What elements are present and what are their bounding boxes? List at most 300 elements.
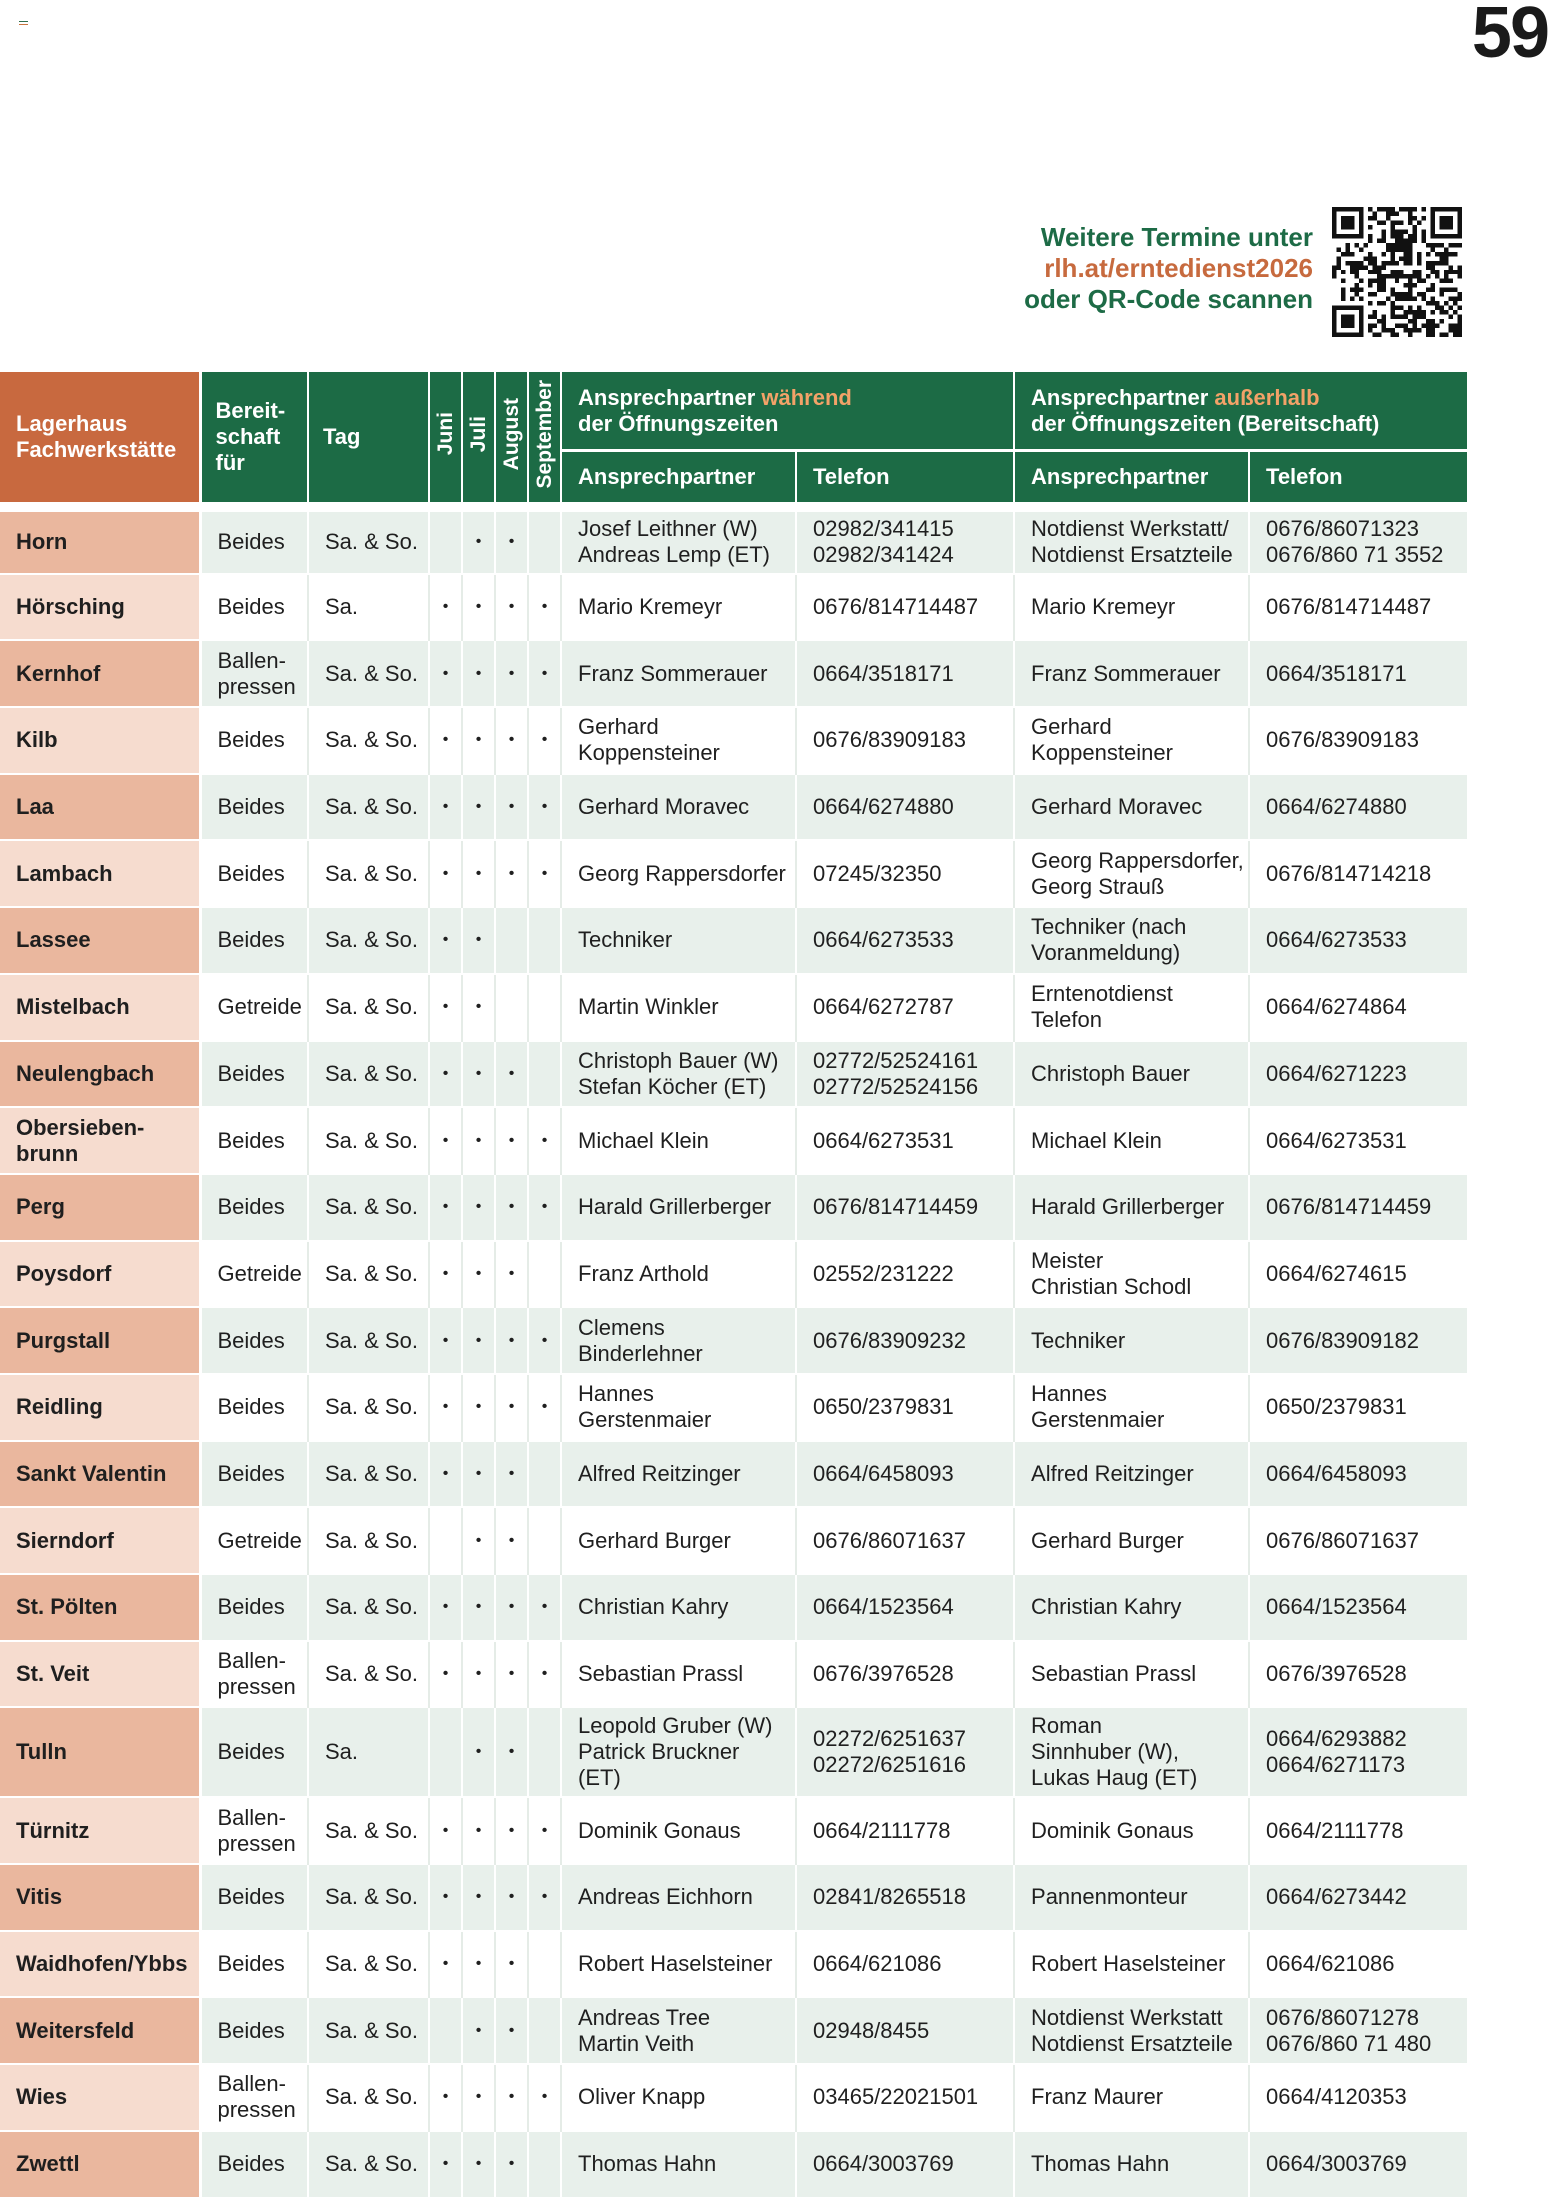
month-september-cell bbox=[528, 907, 561, 974]
phone-outside-cell: 0664/6274615 bbox=[1249, 1241, 1467, 1308]
location-cell: Türnitz bbox=[0, 1797, 200, 1864]
bereitschaft-cell: Beides bbox=[200, 1307, 308, 1374]
phone-outside-cell: 0664/6274864 bbox=[1249, 974, 1467, 1041]
month-august-cell: • bbox=[495, 2064, 528, 2131]
location-cell: Sankt Valentin bbox=[0, 1441, 200, 1508]
month-juli-cell: • bbox=[462, 907, 495, 974]
month-juli-cell: • bbox=[462, 1441, 495, 1508]
tag-cell: Sa. & So. bbox=[308, 1931, 429, 1998]
month-august-cell bbox=[495, 974, 528, 1041]
month-juni-cell bbox=[429, 1507, 462, 1574]
contact-cell: Gerhard Koppensteiner bbox=[561, 707, 796, 774]
month-juli-cell: • bbox=[462, 1641, 495, 1708]
location-cell: Purgstall bbox=[0, 1307, 200, 1374]
bereitschaft-cell: Beides bbox=[200, 1707, 308, 1797]
month-juni-cell: • bbox=[429, 2131, 462, 2198]
location-cell: Tulln bbox=[0, 1707, 200, 1797]
location-cell: Waidhofen/Ybbs bbox=[0, 1931, 200, 1998]
month-juli-cell: • bbox=[462, 1374, 495, 1441]
contact-outside-cell: Christian Kahry bbox=[1014, 1574, 1249, 1641]
tag-cell: Sa. & So. bbox=[308, 907, 429, 974]
month-juni-cell bbox=[429, 507, 462, 574]
harvest-service-table bbox=[0, 372, 1467, 2199]
phone-outside-cell: 0676/814714459 bbox=[1249, 1174, 1467, 1241]
month-september-cell: • bbox=[528, 1174, 561, 1241]
header-bereitschaft: Bereit-schaft für bbox=[200, 372, 308, 507]
contact-outside-cell: Erntenotdienst Telefon bbox=[1014, 974, 1249, 1041]
tag-cell: Sa. & So. bbox=[308, 1641, 429, 1708]
month-august-cell: • bbox=[495, 1707, 528, 1797]
phone-cell: 0664/1523564 bbox=[796, 1574, 1014, 1641]
month-juli-cell: • bbox=[462, 774, 495, 841]
header-contact-outside: Ansprechpartner bbox=[1014, 450, 1249, 507]
header-month-juli: Juli bbox=[462, 372, 495, 507]
month-august-cell: • bbox=[495, 507, 528, 574]
contact-cell: Alfred Reitzinger bbox=[561, 1441, 796, 1508]
phone-cell: 0664/2111778 bbox=[796, 1797, 1014, 1864]
location-cell: Lambach bbox=[0, 840, 200, 907]
bereitschaft-cell: Beides bbox=[200, 840, 308, 907]
phone-cell: 0664/6272787 bbox=[796, 974, 1014, 1041]
table-row bbox=[0, 1374, 1467, 1441]
month-juni-cell: • bbox=[429, 1041, 462, 1108]
month-juli-cell: • bbox=[462, 1707, 495, 1797]
contact-outside-cell: Franz Maurer bbox=[1014, 2064, 1249, 2131]
bereitschaft-cell: Beides bbox=[200, 1041, 308, 1108]
header-tag: Tag bbox=[308, 372, 429, 507]
phone-outside-cell: 0676/86071637 bbox=[1249, 1507, 1467, 1574]
bereitschaft-cell: Ballen- pressen bbox=[200, 1641, 308, 1708]
month-juli-cell: • bbox=[462, 1507, 495, 1574]
tag-cell: Sa. & So. bbox=[308, 1307, 429, 1374]
qr-code-icon[interactable] bbox=[1332, 207, 1462, 337]
tag-cell: Sa. bbox=[308, 1707, 429, 1797]
month-august-cell: • bbox=[495, 1997, 528, 2064]
month-juni-cell: • bbox=[429, 1931, 462, 1998]
header-outside-hours: Ansprechpartner außerhalb der Öffnungszeiten (Bereitschaft) bbox=[1014, 372, 1467, 450]
contact-cell: Dominik Gonaus bbox=[561, 1797, 796, 1864]
month-september-cell: • bbox=[528, 1374, 561, 1441]
contact-cell: Hannes Gerstenmaier bbox=[561, 1374, 796, 1441]
bereitschaft-cell: Getreide bbox=[200, 974, 308, 1041]
header-lagerhaus: Lagerhaus Fachwerkstätte bbox=[0, 372, 200, 507]
tag-cell: Sa. & So. bbox=[308, 774, 429, 841]
location-cell: Poysdorf bbox=[0, 1241, 200, 1308]
month-juni-cell: • bbox=[429, 907, 462, 974]
month-juli-cell: • bbox=[462, 1241, 495, 1308]
month-juni-cell bbox=[429, 1707, 462, 1797]
phone-cell: 0650/2379831 bbox=[796, 1374, 1014, 1441]
table-row bbox=[0, 1931, 1467, 1998]
contact-cell: Andreas Eichhorn bbox=[561, 1864, 796, 1931]
month-september-cell: • bbox=[528, 1641, 561, 1708]
table-row bbox=[0, 2131, 1467, 2198]
month-juni-cell: • bbox=[429, 774, 462, 841]
contact-outside-cell: Gerhard Moravec bbox=[1014, 774, 1249, 841]
tag-cell: Sa. & So. bbox=[308, 1107, 429, 1174]
month-august-cell: • bbox=[495, 1507, 528, 1574]
contact-outside-cell: Mario Kremeyr bbox=[1014, 574, 1249, 641]
phone-outside-cell: 0676/3976528 bbox=[1249, 1641, 1467, 1708]
location-cell: Obersieben- brunn bbox=[0, 1107, 200, 1174]
tag-cell: Sa. & So. bbox=[308, 1864, 429, 1931]
contact-outside-cell: Roman Sinnhuber (W), Lukas Haug (ET) bbox=[1014, 1707, 1249, 1797]
contact-outside-cell: Techniker (nach Voranmeldung) bbox=[1014, 907, 1249, 974]
contact-outside-cell: Thomas Hahn bbox=[1014, 2131, 1249, 2198]
month-september-cell: • bbox=[528, 1107, 561, 1174]
phone-outside-cell: 0664/6271223 bbox=[1249, 1041, 1467, 1108]
contact-outside-cell: Meister Christian Schodl bbox=[1014, 1241, 1249, 1308]
bereitschaft-cell: Beides bbox=[200, 907, 308, 974]
table-row bbox=[0, 1041, 1467, 1108]
month-juni-cell: • bbox=[429, 974, 462, 1041]
month-august-cell: • bbox=[495, 1174, 528, 1241]
month-september-cell: • bbox=[528, 1864, 561, 1931]
month-september-cell bbox=[528, 1041, 561, 1108]
bereitschaft-cell: Ballen- pressen bbox=[200, 2064, 308, 2131]
month-august-cell: • bbox=[495, 1574, 528, 1641]
bereitschaft-cell: Beides bbox=[200, 774, 308, 841]
month-august-cell: • bbox=[495, 774, 528, 841]
month-juni-cell: • bbox=[429, 1107, 462, 1174]
month-august-cell: • bbox=[495, 1241, 528, 1308]
header-contact: Ansprechpartner bbox=[561, 450, 796, 507]
table-row bbox=[0, 1997, 1467, 2064]
month-juni-cell: • bbox=[429, 1307, 462, 1374]
header-month-september: September bbox=[528, 372, 561, 507]
phone-outside-cell: 0664/6273533 bbox=[1249, 907, 1467, 974]
location-cell: Perg bbox=[0, 1174, 200, 1241]
table-row bbox=[0, 507, 1467, 574]
contact-cell: Leopold Gruber (W) Patrick Bruckner (ET) bbox=[561, 1707, 796, 1797]
contact-cell: Robert Haselsteiner bbox=[561, 1931, 796, 1998]
location-cell: Neulengbach bbox=[0, 1041, 200, 1108]
tag-cell: Sa. & So. bbox=[308, 507, 429, 574]
month-juli-cell: • bbox=[462, 707, 495, 774]
tag-cell: Sa. & So. bbox=[308, 1174, 429, 1241]
month-august-cell: • bbox=[495, 574, 528, 641]
table-row bbox=[0, 1174, 1467, 1241]
location-cell: St. Veit bbox=[0, 1641, 200, 1708]
promo-line-3: oder QR-Code scannen bbox=[1024, 284, 1313, 314]
month-september-cell bbox=[528, 1507, 561, 1574]
contact-outside-cell: Franz Sommerauer bbox=[1014, 640, 1249, 707]
month-juli-cell: • bbox=[462, 1107, 495, 1174]
contact-outside-cell: Dominik Gonaus bbox=[1014, 1797, 1249, 1864]
month-juli-cell: • bbox=[462, 1997, 495, 2064]
bereitschaft-cell: Beides bbox=[200, 2131, 308, 2198]
table-row bbox=[0, 907, 1467, 974]
location-cell: Weitersfeld bbox=[0, 1997, 200, 2064]
tag-cell: Sa. & So. bbox=[308, 1797, 429, 1864]
phone-cell: 02772/52524161 02772/52524156 bbox=[796, 1041, 1014, 1108]
phone-outside-cell: 0676/814714487 bbox=[1249, 574, 1467, 641]
month-september-cell bbox=[528, 507, 561, 574]
phone-cell: 0676/83909183 bbox=[796, 707, 1014, 774]
phone-cell: 0676/86071637 bbox=[796, 1507, 1014, 1574]
contact-cell: Christoph Bauer (W) Stefan Köcher (ET) bbox=[561, 1041, 796, 1108]
contact-cell: Harald Grillerberger bbox=[561, 1174, 796, 1241]
month-juni-cell: • bbox=[429, 1864, 462, 1931]
table-row bbox=[0, 840, 1467, 907]
phone-outside-cell: 0664/3518171 bbox=[1249, 640, 1467, 707]
table-row bbox=[0, 1864, 1467, 1931]
bereitschaft-cell: Beides bbox=[200, 707, 308, 774]
month-september-cell bbox=[528, 974, 561, 1041]
table-row bbox=[0, 1507, 1467, 1574]
month-august-cell: • bbox=[495, 840, 528, 907]
contact-outside-cell: Notdienst Werkstatt Notdienst Ersatzteile bbox=[1014, 1997, 1249, 2064]
bereitschaft-cell: Beides bbox=[200, 574, 308, 641]
month-juni-cell: • bbox=[429, 1641, 462, 1708]
phone-outside-cell: 0676/83909183 bbox=[1249, 707, 1467, 774]
location-cell: Horn bbox=[0, 507, 200, 574]
table-row bbox=[0, 1797, 1467, 1864]
location-cell: Laa bbox=[0, 774, 200, 841]
bereitschaft-cell: Beides bbox=[200, 1574, 308, 1641]
month-juni-cell: • bbox=[429, 1241, 462, 1308]
location-cell: Hörsching bbox=[0, 574, 200, 641]
month-juli-cell: • bbox=[462, 1864, 495, 1931]
month-september-cell: • bbox=[528, 774, 561, 841]
tag-cell: Sa. & So. bbox=[308, 1241, 429, 1308]
tag-cell: Sa. & So. bbox=[308, 640, 429, 707]
month-juni-cell: • bbox=[429, 1574, 462, 1641]
tag-cell: Sa. bbox=[308, 574, 429, 641]
contact-cell: Techniker bbox=[561, 907, 796, 974]
phone-cell: 0676/814714487 bbox=[796, 574, 1014, 641]
month-juli-cell: • bbox=[462, 1307, 495, 1374]
tag-cell: Sa. & So. bbox=[308, 1507, 429, 1574]
contact-outside-cell: Christoph Bauer bbox=[1014, 1041, 1249, 1108]
month-juni-cell: • bbox=[429, 2064, 462, 2131]
header-phone: Telefon bbox=[796, 450, 1014, 507]
bereitschaft-cell: Beides bbox=[200, 1174, 308, 1241]
table-row bbox=[0, 1241, 1467, 1308]
contact-outside-cell: Robert Haselsteiner bbox=[1014, 1931, 1249, 1998]
contact-outside-cell: Pannenmonteur bbox=[1014, 1864, 1249, 1931]
promo-link[interactable]: rlh.at/erntedienst2026 bbox=[1044, 253, 1313, 283]
contact-outside-cell: Michael Klein bbox=[1014, 1107, 1249, 1174]
phone-cell: 0664/3003769 bbox=[796, 2131, 1014, 2198]
phone-cell: 0664/3518171 bbox=[796, 640, 1014, 707]
table-row bbox=[0, 1707, 1467, 1797]
month-juni-cell: • bbox=[429, 1441, 462, 1508]
bereitschaft-cell: Getreide bbox=[200, 1507, 308, 1574]
month-juli-cell: • bbox=[462, 1174, 495, 1241]
month-juni-cell bbox=[429, 1997, 462, 2064]
phone-cell: 0664/621086 bbox=[796, 1931, 1014, 1998]
table-row bbox=[0, 574, 1467, 641]
contact-cell: Clemens Binderlehner bbox=[561, 1307, 796, 1374]
contact-outside-cell: Hannes Gerstenmaier bbox=[1014, 1374, 1249, 1441]
phone-outside-cell: 0664/6458093 bbox=[1249, 1441, 1467, 1508]
phone-outside-cell: 0664/6293882 0664/6271173 bbox=[1249, 1707, 1467, 1797]
phone-outside-cell: 0664/1523564 bbox=[1249, 1574, 1467, 1641]
location-cell: Zwettl bbox=[0, 2131, 200, 2198]
month-juli-cell: • bbox=[462, 640, 495, 707]
month-juni-cell: • bbox=[429, 640, 462, 707]
phone-cell: 0676/3976528 bbox=[796, 1641, 1014, 1708]
month-september-cell bbox=[528, 1931, 561, 1998]
month-september-cell: • bbox=[528, 1797, 561, 1864]
contact-cell: Thomas Hahn bbox=[561, 2131, 796, 2198]
month-august-cell: • bbox=[495, 1931, 528, 1998]
location-cell: Wies bbox=[0, 2064, 200, 2131]
contact-cell: Michael Klein bbox=[561, 1107, 796, 1174]
month-juli-cell: • bbox=[462, 2131, 495, 2198]
bereitschaft-cell: Beides bbox=[200, 1107, 308, 1174]
promo-line-1: Weitere Termine unter bbox=[1040, 222, 1313, 252]
phone-outside-cell: 0676/86071323 0676/860 71 3552 bbox=[1249, 507, 1467, 574]
month-september-cell: • bbox=[528, 1307, 561, 1374]
month-juli-cell: • bbox=[462, 974, 495, 1041]
tag-cell: Sa. & So. bbox=[308, 2131, 429, 2198]
tag-cell: Sa. & So. bbox=[308, 1374, 429, 1441]
month-august-cell: • bbox=[495, 1041, 528, 1108]
phone-outside-cell: 0676/814714218 bbox=[1249, 840, 1467, 907]
location-cell: Kernhof bbox=[0, 640, 200, 707]
table-row bbox=[0, 640, 1467, 707]
phone-cell: 02948/8455 bbox=[796, 1997, 1014, 2064]
bereitschaft-cell: Beides bbox=[200, 507, 308, 574]
header-phone-outside: Telefon bbox=[1249, 450, 1467, 507]
phone-cell: 0664/6273531 bbox=[796, 1107, 1014, 1174]
month-juli-cell: • bbox=[462, 1931, 495, 1998]
phone-outside-cell: 0664/2111778 bbox=[1249, 1797, 1467, 1864]
contact-cell: Martin Winkler bbox=[561, 974, 796, 1041]
month-september-cell bbox=[528, 1241, 561, 1308]
month-juli-cell: • bbox=[462, 574, 495, 641]
month-juni-cell: • bbox=[429, 707, 462, 774]
contact-outside-cell: Gerhard Koppensteiner bbox=[1014, 707, 1249, 774]
bereitschaft-cell: Ballen- pressen bbox=[200, 640, 308, 707]
contact-cell: Franz Sommerauer bbox=[561, 640, 796, 707]
contact-cell: Christian Kahry bbox=[561, 1574, 796, 1641]
contact-cell: Franz Arthold bbox=[561, 1241, 796, 1308]
month-juli-cell: • bbox=[462, 1574, 495, 1641]
month-august-cell: • bbox=[495, 2131, 528, 2198]
location-cell: Lassee bbox=[0, 907, 200, 974]
contact-cell: Oliver Knapp bbox=[561, 2064, 796, 2131]
header-month-august: August bbox=[495, 372, 528, 507]
contact-outside-cell: Alfred Reitzinger bbox=[1014, 1441, 1249, 1508]
location-cell: Kilb bbox=[0, 707, 200, 774]
corner-mark bbox=[19, 21, 28, 26]
month-september-cell: • bbox=[528, 640, 561, 707]
month-juni-cell: • bbox=[429, 1797, 462, 1864]
month-august-cell: • bbox=[495, 1441, 528, 1508]
phone-cell: 0664/6274880 bbox=[796, 774, 1014, 841]
table-row bbox=[0, 1574, 1467, 1641]
month-september-cell: • bbox=[528, 574, 561, 641]
month-august-cell: • bbox=[495, 1374, 528, 1441]
phone-outside-cell: 0664/4120353 bbox=[1249, 2064, 1467, 2131]
month-juli-cell: • bbox=[462, 1797, 495, 1864]
tag-cell: Sa. & So. bbox=[308, 1441, 429, 1508]
month-august-cell: • bbox=[495, 1641, 528, 1708]
phone-outside-cell: 0676/86071278 0676/860 71 480 bbox=[1249, 1997, 1467, 2064]
month-september-cell: • bbox=[528, 707, 561, 774]
location-cell: Vitis bbox=[0, 1864, 200, 1931]
month-september-cell: • bbox=[528, 1574, 561, 1641]
table-row bbox=[0, 1441, 1467, 1508]
contact-outside-cell: Georg Rappersdorfer, Georg Strauß bbox=[1014, 840, 1249, 907]
header-month-juni: Juni bbox=[429, 372, 462, 507]
phone-outside-cell: 0676/83909182 bbox=[1249, 1307, 1467, 1374]
contact-outside-cell: Sebastian Prassl bbox=[1014, 1641, 1249, 1708]
location-cell: St. Pölten bbox=[0, 1574, 200, 1641]
month-august-cell: • bbox=[495, 1864, 528, 1931]
phone-cell: 03465/22021501 bbox=[796, 2064, 1014, 2131]
month-september-cell bbox=[528, 2131, 561, 2198]
month-august-cell: • bbox=[495, 1797, 528, 1864]
tag-cell: Sa. & So. bbox=[308, 1574, 429, 1641]
phone-outside-cell: 0664/6273531 bbox=[1249, 1107, 1467, 1174]
month-august-cell: • bbox=[495, 1307, 528, 1374]
bereitschaft-cell: Beides bbox=[200, 1441, 308, 1508]
phone-cell: 0676/83909232 bbox=[796, 1307, 1014, 1374]
table-row bbox=[0, 1307, 1467, 1374]
table-row bbox=[0, 1107, 1467, 1174]
month-juli-cell: • bbox=[462, 1041, 495, 1108]
phone-cell: 02272/6251637 02272/6251616 bbox=[796, 1707, 1014, 1797]
bereitschaft-cell: Getreide bbox=[200, 1241, 308, 1308]
phone-cell: 02552/231222 bbox=[796, 1241, 1014, 1308]
bereitschaft-cell: Beides bbox=[200, 1997, 308, 2064]
tag-cell: Sa. & So. bbox=[308, 707, 429, 774]
table-row bbox=[0, 1641, 1467, 1708]
contact-cell: Gerhard Moravec bbox=[561, 774, 796, 841]
contact-cell: Sebastian Prassl bbox=[561, 1641, 796, 1708]
table-row bbox=[0, 774, 1467, 841]
header-during-hours: Ansprechpartner während der Öffnungszeiten bbox=[561, 372, 1014, 450]
month-september-cell bbox=[528, 1441, 561, 1508]
table-row bbox=[0, 2064, 1467, 2131]
contact-outside-cell: Notdienst Werkstatt/ Notdienst Ersatzteile bbox=[1014, 507, 1249, 574]
location-cell: Mistelbach bbox=[0, 974, 200, 1041]
tag-cell: Sa. & So. bbox=[308, 1041, 429, 1108]
phone-outside-cell: 0664/6273442 bbox=[1249, 1864, 1467, 1931]
contact-cell: Mario Kremeyr bbox=[561, 574, 796, 641]
month-september-cell: • bbox=[528, 2064, 561, 2131]
month-august-cell bbox=[495, 907, 528, 974]
month-juni-cell: • bbox=[429, 1374, 462, 1441]
contact-outside-cell: Gerhard Burger bbox=[1014, 1507, 1249, 1574]
bereitschaft-cell: Ballen- pressen bbox=[200, 1797, 308, 1864]
month-september-cell bbox=[528, 1707, 561, 1797]
bereitschaft-cell: Beides bbox=[200, 1931, 308, 1998]
month-juni-cell: • bbox=[429, 840, 462, 907]
month-august-cell: • bbox=[495, 640, 528, 707]
month-juli-cell: • bbox=[462, 840, 495, 907]
month-september-cell: • bbox=[528, 840, 561, 907]
phone-cell: 0664/6273533 bbox=[796, 907, 1014, 974]
contact-cell: Gerhard Burger bbox=[561, 1507, 796, 1574]
location-cell: Reidling bbox=[0, 1374, 200, 1441]
phone-cell: 02841/8265518 bbox=[796, 1864, 1014, 1931]
phone-cell: 0664/6458093 bbox=[796, 1441, 1014, 1508]
phone-outside-cell: 0664/6274880 bbox=[1249, 774, 1467, 841]
phone-outside-cell: 0664/621086 bbox=[1249, 1931, 1467, 1998]
table-row bbox=[0, 707, 1467, 774]
page-number: 59 bbox=[1471, 0, 1548, 73]
phone-outside-cell: 0664/3003769 bbox=[1249, 2131, 1467, 2198]
location-cell: Sierndorf bbox=[0, 1507, 200, 1574]
month-juni-cell: • bbox=[429, 1174, 462, 1241]
phone-outside-cell: 0650/2379831 bbox=[1249, 1374, 1467, 1441]
phone-cell: 07245/32350 bbox=[796, 840, 1014, 907]
